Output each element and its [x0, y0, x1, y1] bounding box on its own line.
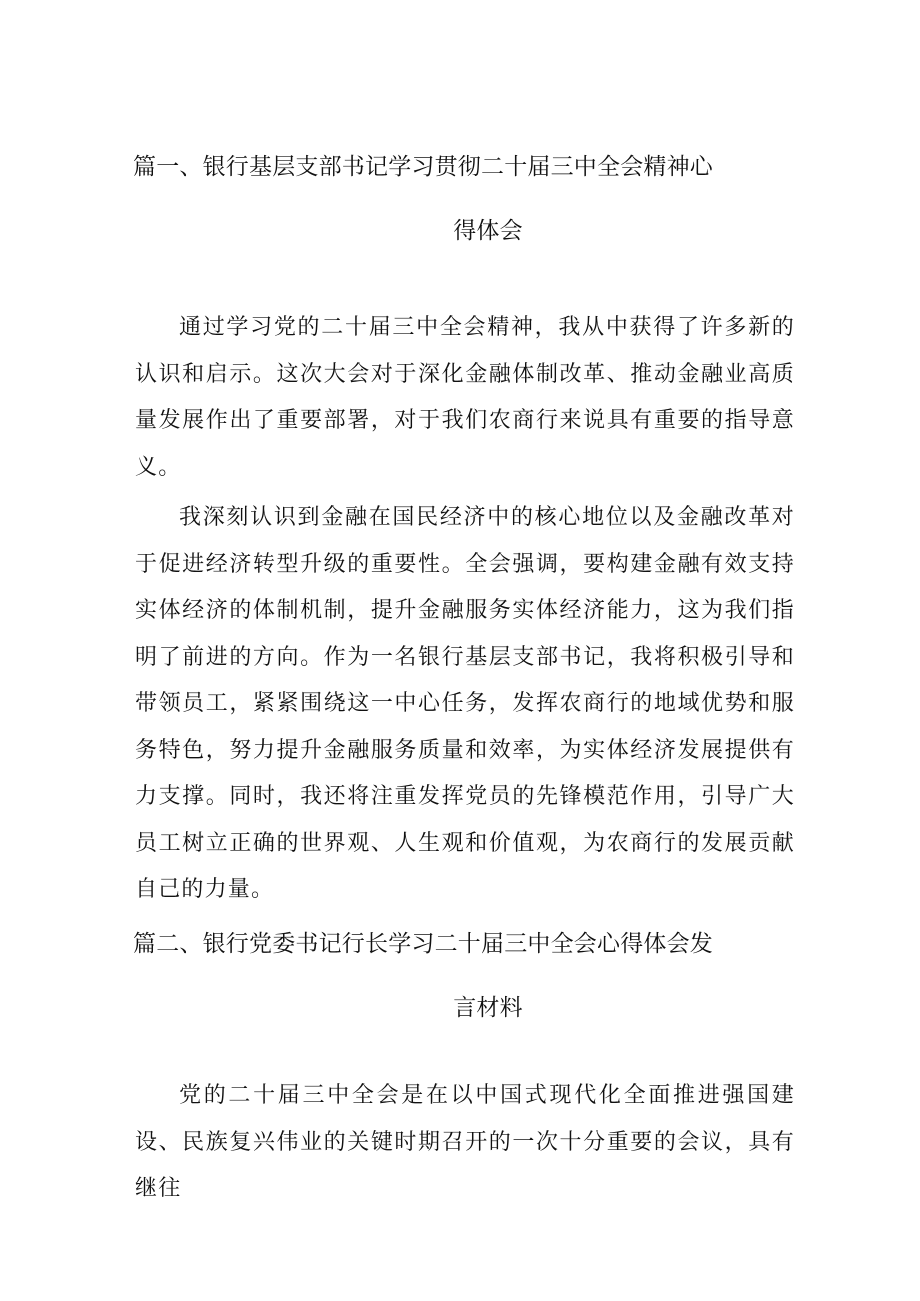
- section-1-paragraph-1: 通过学习党的二十届三中全会精神，我从中获得了许多新的认识和启示。这次大会对于深化金融体制改革、推动金融业高质量发展作出了重要部署，对于我们农商行来说具有重要的指导意义。: [135, 315, 795, 480]
- section-1-title-line-1: 篇一、银行基层支部书记学习贯彻二十届三中全会精神心: [133, 154, 713, 180]
- section-1-title: [133, 135, 783, 263]
- section-2-title-line-1: 篇二、银行党委书记行长学习二十届三中全会心得体会发: [133, 931, 713, 957]
- section-2-title-line-2: 言材料: [453, 995, 523, 1021]
- section-1-paragraph-2: 我深刻认识到金融在国民经济中的核心地位以及金融改革对于促进经济转型升级的重要性。全会强调，要构建金融有效支持实体经济的体制机制，提升金融服务实体经济能力，这为我们指明了前进的方向。作为一名银行基层支部书记，我将积极引导和带领员工，紧紧围绕这一中心任务，发挥农商行的地域优势和服务特色，努力提升金融服务质量和效率，为实体经济发展提供有力支撑。同时，我还将注重发挥党员的先锋模范作用，引导广大员工树立正确的世界观、人生观和价值观，为农商行的发展贡献自己的力量。: [135, 505, 795, 902]
- section-1-title-line-2: 得体会: [453, 218, 523, 244]
- section-2-paragraph-1: 党的二十届三中全会是在以中国式现代化全面推进强国建设、民族复兴伟业的关键时期召开的一次十分重要的会议，具有继往: [135, 1083, 795, 1201]
- section-2-title: [133, 912, 783, 1040]
